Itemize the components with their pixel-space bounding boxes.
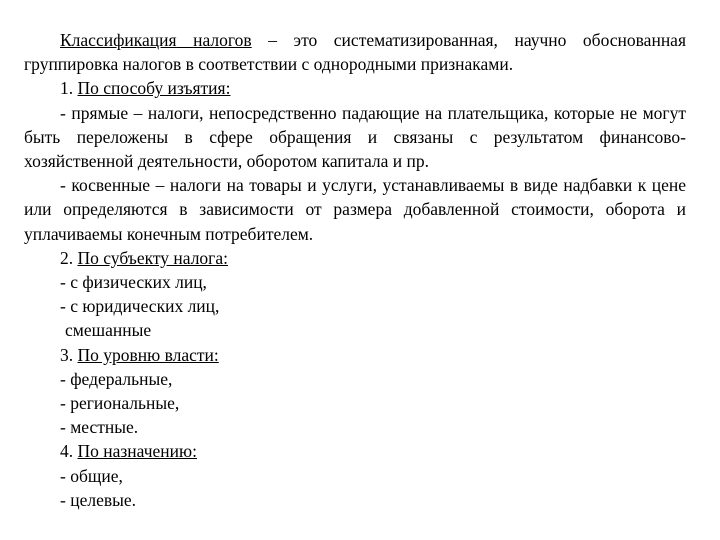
- section-2-title: По субъекту налога:: [77, 247, 228, 268]
- list-item: - федеральные,: [60, 368, 173, 389]
- list-item: - общие,: [60, 465, 123, 486]
- intro-term: Классификация: [60, 30, 177, 50]
- intro-gap: [177, 30, 194, 50]
- list-item: - целевые.: [60, 489, 136, 510]
- intro-paragraph: [24, 28, 686, 76]
- list-item: - с физических лиц,: [60, 272, 207, 293]
- list-item: - с юридических лиц,: [60, 296, 220, 317]
- document-page: [24, 28, 686, 512]
- section-1-paragraph-direct: - прямые – налоги, непосредственно падающие на плательщика, которые не могут быть переложены в сфере обращения и связаны с результатом финансово-хозяйственной деятельности, оборотом капитала и пр.: [24, 102, 686, 172]
- section-2-number: 2.: [60, 247, 74, 268]
- section-3-title: По уровню власти:: [77, 344, 219, 365]
- list-item: - местные.: [60, 417, 139, 438]
- section-3-number: 3.: [60, 344, 74, 365]
- list-item: - региональные,: [60, 393, 180, 414]
- section-3-heading: [24, 343, 686, 367]
- section-4-heading: [24, 439, 686, 463]
- intro-term-2: налогов: [193, 30, 252, 50]
- section-4-title: По назначению:: [77, 441, 197, 462]
- section-1-title: По способу изъятия:: [77, 78, 231, 99]
- section-4-number: 4.: [60, 441, 74, 462]
- list-item: смешанные: [65, 320, 152, 341]
- section-1-number: 1.: [60, 78, 74, 99]
- intro-rest: – это систематизированная, научно обоснованная группировка налогов в соответствии с однородными признаками.: [24, 30, 687, 75]
- section-1-heading: [24, 76, 686, 100]
- section-2-heading: [24, 246, 686, 270]
- section-1-paragraph-indirect: - косвенные – налоги на товары и услуги, устанавливаемы в виде надбавки к цене или определяются в зависимости от размера добавленной стоимости, оборота и уплачиваемы конечным потребителем.: [24, 175, 686, 244]
